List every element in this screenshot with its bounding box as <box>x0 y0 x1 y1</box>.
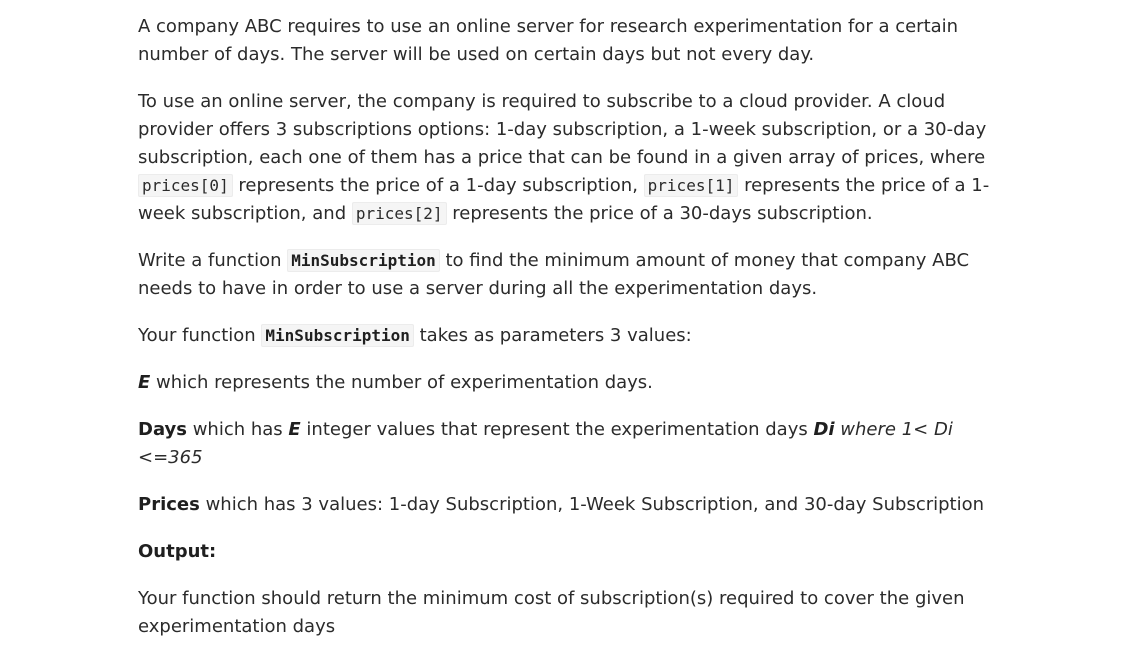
param-days-text-2: integer values that represent the experimentation days <box>300 419 814 440</box>
param-days-di-var: Di <box>813 419 835 440</box>
parameters-text-1: Your function <box>138 325 262 346</box>
function-text-1: Write a function <box>138 250 288 271</box>
subscription-paragraph <box>138 88 1018 228</box>
param-e-text: which represents the number of experimentation days. <box>150 372 653 393</box>
param-days-text-1: which has <box>186 419 289 440</box>
subscription-text-4: represents the price of a 30-days subscription. <box>446 203 873 224</box>
param-prices-text: which has 3 values: 1-day Subscription, 1-Week Subscription, and 30-day Subscription <box>199 494 985 515</box>
output-label: Output: <box>138 541 217 562</box>
function-text-2: to find the minimum amount of money that company ABC needs to have in order to use a server during all the experimentation days. <box>138 250 970 299</box>
subscription-text-3: represents the price of a 1-week subscription, and <box>138 175 990 224</box>
prices-1-code: prices[1] <box>644 174 739 197</box>
subscription-text-1: To use an online server, the company is required to subscribe to a cloud provider. A cloud provider offers 3 subscriptions options: 1-day subscription, a 1-week subscription, or a 30-day subscription, each one of them has a price that can be found in a given array of prices, where <box>138 91 987 168</box>
function-name-code: MinSubscription <box>287 249 440 272</box>
intro-paragraph <box>138 13 1018 69</box>
parameters-paragraph <box>138 322 1018 350</box>
subscription-text-2: represents the price of a 1-day subscription, <box>232 175 644 196</box>
output-text: Your function should return the minimum cost of subscription(s) required to cover the given experimentation days <box>138 588 965 637</box>
problem-statement <box>138 13 1018 641</box>
output-heading <box>138 538 1018 566</box>
param-e-paragraph <box>138 369 1018 397</box>
intro-text: A company ABC requires to use an online server for research experimentation for a certain number of days. The server will be used on certain days but not every day. <box>138 16 959 65</box>
function-paragraph <box>138 247 1018 303</box>
param-prices-paragraph <box>138 491 1018 519</box>
param-prices-label: Prices <box>138 494 200 515</box>
prices-0-code: prices[0] <box>138 174 233 197</box>
parameters-function-code: MinSubscription <box>261 324 414 347</box>
param-days-constraint: where 1< Di <=365 <box>138 419 953 468</box>
param-days-paragraph <box>138 416 1018 472</box>
prices-2-code: prices[2] <box>352 202 447 225</box>
param-e-var: E <box>138 372 151 393</box>
param-days-e-var: E <box>288 419 301 440</box>
output-paragraph <box>138 585 1018 641</box>
param-days-label: Days <box>138 419 187 440</box>
parameters-text-2: takes as parameters 3 values: <box>413 325 692 346</box>
